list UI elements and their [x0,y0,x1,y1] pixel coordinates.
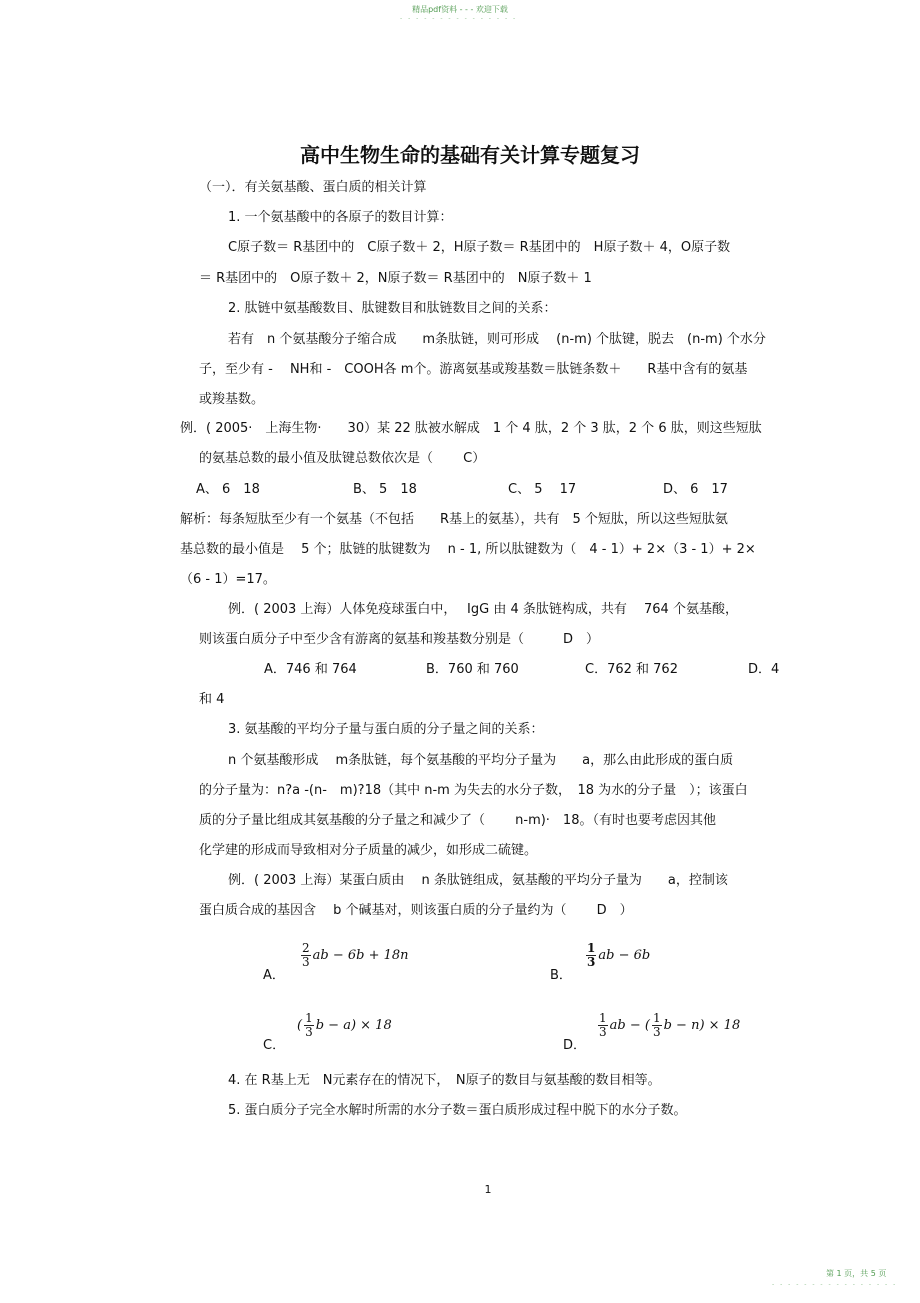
footer-dots: - - - - - - - - - - - - - - - - [772,1281,898,1288]
text-line: 则该蛋白质分子中至少含有游离的氨基和羧基数分别是（ D ） [199,632,600,647]
analysis-line: 解析：每条短肽至少有一个氨基（不包括 R基上的氨基），共有 5 个短肽，所以这些短肽氨 [180,512,728,527]
fraction [304,1012,314,1039]
option-d-label: D． [563,1038,587,1053]
numerator: 1 [305,1011,313,1025]
denominator: 3 [599,1025,607,1039]
option-d-formula [596,1012,740,1039]
text-line: 子，至少有 - NH和 - COOH各 m个。游离氨基或羧基数＝肽链条数＋ R基中含有的氨基 [199,362,748,377]
expression: ab − 6b [598,948,651,963]
option-a-formula [299,942,409,969]
item-5-text: 5. 蛋白质分子完全水解时所需的水分子数＝蛋白质形成过程中脱下的水分子数。 [228,1103,687,1118]
denominator: 3 [302,955,310,969]
header-dots: - - - - - - - - - - - - - - - [400,15,518,22]
text-line: 和 4 [199,692,225,707]
page-title: 高中生物生命的基础有关计算专题复习 [300,143,640,167]
item-4-text: 4. 在 R基上无 N元素存在的情况下， N原子的数目与氨基酸的数目相等。 [228,1073,661,1088]
analysis-line: （6 - 1）=17。 [180,572,276,587]
page-number: 1 [484,1183,492,1196]
choice-c: C．762 和 762 [585,662,678,677]
expression: ab − ( [609,1018,650,1033]
footer-page-info: 第 1 页，共 5 页 [826,1269,887,1278]
text-line: 质的分子量比组成其氨基酸的分子量之和减少了（ n-m)· 18。（有时也要考虑因其他 [199,813,716,828]
expression: b − a) × 18 [315,1018,392,1033]
text-line: ＝ R基团中的 O原子数＋ 2，N原子数＝ R基团中的 N原子数＋ 1 [199,271,592,286]
option-b-label: B． [550,968,572,983]
denominator: 3 [652,1025,661,1039]
analysis-line: 基总数的最小值是 5 个；肽链的肽键数为 n - 1, 所以肽键数为（ 4 - 1）+ 2×（3 - 1）+ 2× [180,542,756,557]
choice-d: D、 6 17 [663,482,728,497]
fraction [598,1012,608,1039]
text-line: 蛋白质合成的基因含 b 个碱基对，则该蛋白质的分子量约为（ D ） [199,903,633,918]
option-c-label: C． [263,1038,286,1053]
text-line: n 个氨基酸形成 m条肽链，每个氨基酸的平均分子量为 a，那么由此形成的蛋白质 [228,753,734,768]
example-1-question: 例．( 2005· 上海生物· 30）某 22 肽被水解成 1 个 4 肽，2 个 3 肽，2 个 6 肽，则这些短肽 [180,421,762,436]
fraction [301,942,311,969]
numerator: 1 [587,941,596,955]
item-3-heading: 3. 氨基酸的平均分子量与蛋白质的分子量之间的关系： [228,722,544,737]
choice-a: A、 6 18 [196,482,260,497]
option-a-label: A． [263,968,285,983]
header-banner: 精品pdf资料 - - - 欢迎下载 [412,5,508,14]
expression: b − n) × 18 [663,1018,741,1033]
numerator: 2 [302,941,310,955]
text-line: C原子数＝ R基团中的 C原子数＋ 2，H原子数＝ R基团中的 H原子数＋ 4，O原子数 [228,240,731,255]
option-b-formula [584,942,650,969]
text-line: 的氨基总数的最小值及肽键总数依次是（ C） [199,451,486,466]
choice-b: B、 5 18 [353,482,417,497]
fraction [586,942,596,969]
choice-b: B．760 和 760 [426,662,519,677]
expression: ab − 6b + 18n [312,948,409,963]
choice-c: C、 5 17 [508,482,577,497]
choice-d: D．4 [748,662,780,677]
example-3-question: 例．( 2003 上海）某蛋白质由 n 条肽链组成，氨基酸的平均分子量为 a，控制该 [228,873,728,888]
numerator: 1 [652,1011,661,1025]
item-1-heading: 1. 一个氨基酸中的各原子的数目计算： [228,210,453,225]
fraction [652,1012,662,1039]
section-heading: （一）．有关氨基酸、蛋白质的相关计算 [199,180,427,195]
text-line: 若有 n 个氨基酸分子缩合成 m条肽链，则可形成 (n-m) 个肽键，脱去 (n-m) 个水分 [228,332,766,347]
open-paren: ( [297,1018,303,1033]
denominator: 3 [305,1025,313,1039]
text-line: 的分子量为：n?a -(n- m)?18（其中 n-m 为失去的水分子数， 18 为水的分子量 ）；该蛋白 [199,783,748,798]
denominator: 3 [587,955,596,969]
option-c-formula [297,1012,392,1039]
example-2-question: 例．( 2003 上海）人体免疫球蛋白中， IgG 由 4 条肽链构成，共有 764 个氨基酸， [228,602,738,617]
item-2-heading: 2. 肽链中氨基酸数目、肽键数目和肽链数目之间的关系： [228,301,557,316]
numerator: 1 [599,1011,607,1025]
text-line: 化学建的形成而导致相对分子质量的减少，如形成二硫键。 [199,843,538,858]
choice-a: A．746 和 764 [264,662,357,677]
text-line: 或羧基数。 [199,392,265,407]
